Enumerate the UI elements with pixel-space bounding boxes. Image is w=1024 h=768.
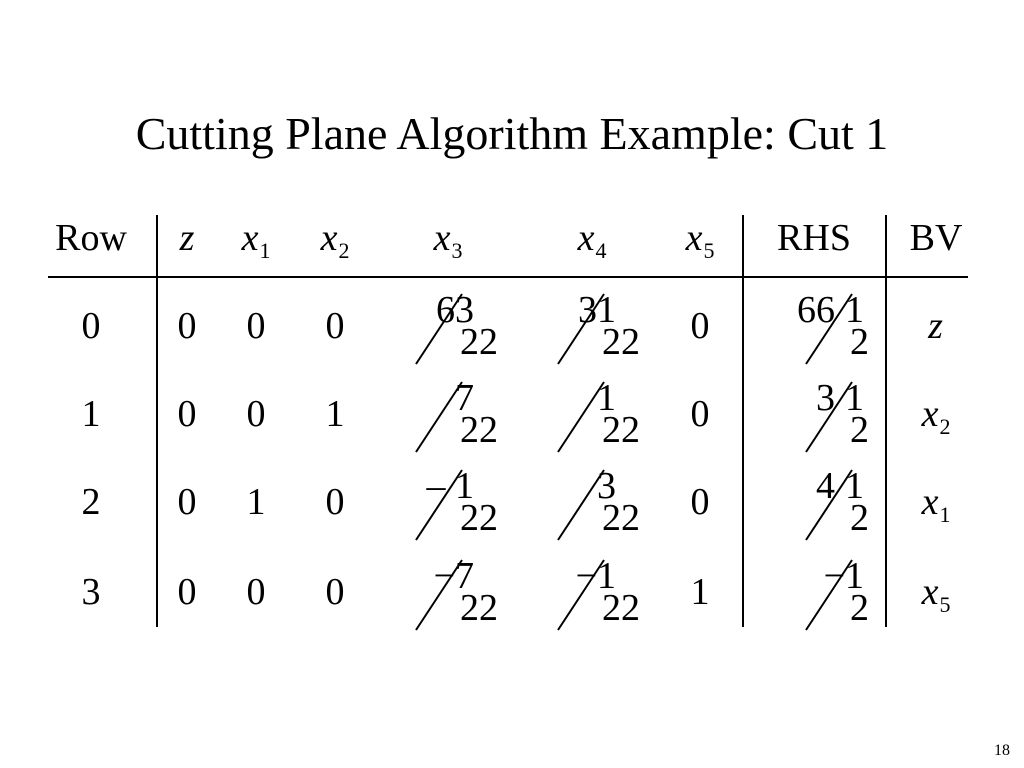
cell-x1: 0: [246, 393, 266, 435]
numerator: 1: [845, 465, 864, 507]
cell-bv: [928, 306, 944, 359]
header-row: Row: [55, 217, 127, 259]
cell-bv: [922, 482, 951, 535]
bv-subscript: 5: [939, 592, 951, 617]
cell-x2: 0: [325, 481, 345, 523]
cell-x1: 1: [246, 481, 266, 523]
cell-x5: 0: [690, 305, 710, 347]
fraction-x3: [410, 555, 530, 629]
numerator: 7: [455, 377, 474, 419]
slide-title: Cutting Plane Algorithm Example: Cut 1: [135, 108, 889, 159]
bv-variable: x: [921, 393, 939, 435]
bv-variable: x: [921, 571, 939, 613]
denominator: 2: [850, 497, 869, 539]
fraction-rhs: [797, 289, 920, 363]
denominator: 22: [460, 497, 498, 539]
numerator: −7: [433, 555, 474, 597]
denominator: 22: [602, 587, 640, 629]
numerator: 1: [845, 289, 864, 331]
numerator: 1: [597, 377, 616, 419]
header-x5: $x_5$: [685, 217, 715, 263]
whole-part: 3: [816, 377, 835, 419]
numerator: 1: [845, 377, 864, 419]
denominator: 22: [460, 321, 498, 363]
cell-x5: 0: [690, 481, 710, 523]
numerator: – 1: [426, 465, 474, 507]
cell-z: 0: [177, 305, 197, 347]
denominator: 2: [850, 321, 869, 363]
fraction-rhs: [800, 555, 920, 629]
header-divider: [48, 276, 968, 278]
denominator: 2: [850, 587, 869, 629]
cell-x5: 0: [690, 393, 710, 435]
denominator: 22: [602, 321, 640, 363]
cell-x1: 0: [246, 305, 266, 347]
denominator: 22: [460, 587, 498, 629]
numerator: −1: [575, 555, 616, 597]
header-rhs: RHS: [777, 217, 851, 259]
header-x2: $x_2$: [320, 217, 350, 263]
fraction-x4: [552, 289, 672, 363]
cell-row: 0: [81, 305, 101, 347]
header-x4: $x_4$: [577, 217, 607, 263]
cell-x2: 0: [325, 571, 345, 613]
fraction-rhs: [800, 377, 920, 451]
cell-z: 0: [177, 571, 197, 613]
numerator: 63: [436, 289, 474, 331]
cell-row: 2: [81, 481, 101, 523]
fraction-x4: [552, 555, 672, 629]
numerator: 3: [597, 465, 616, 507]
whole-part: 66: [797, 289, 835, 331]
denominator: 2: [850, 409, 869, 451]
header-bv: BV: [909, 217, 963, 259]
fraction-rhs: [800, 465, 920, 539]
whole-part: 4: [816, 465, 835, 507]
bv-variable: x: [921, 481, 939, 523]
cell-bv: [922, 394, 951, 447]
cell-x2: 1: [325, 393, 345, 435]
fraction-x3: [410, 377, 530, 451]
cell-z: 0: [177, 481, 197, 523]
denominator: 22: [602, 497, 640, 539]
bv-subscript: 1: [939, 502, 951, 527]
cell-x5: 1: [690, 571, 710, 613]
header-z: z: [179, 217, 195, 259]
bv-variable: z: [928, 305, 943, 347]
fraction-x4: [552, 465, 672, 539]
cell-row: 3: [81, 571, 101, 613]
header-x1: $x_1$: [241, 217, 271, 263]
cell-z: 0: [177, 393, 197, 435]
page-number: 18: [994, 742, 1010, 759]
cell-bv: [922, 572, 951, 625]
fraction-x3: [410, 465, 530, 539]
cell-x1: 0: [246, 571, 266, 613]
fraction-x3: [410, 289, 530, 363]
fraction-x4: [552, 377, 672, 451]
bv-subscript: 2: [939, 414, 951, 439]
cell-x2: 0: [325, 305, 345, 347]
header-x3: $x_3$: [433, 217, 463, 263]
numerator: 31: [578, 289, 616, 331]
cell-row: 1: [81, 393, 101, 435]
numerator: −1: [823, 555, 864, 597]
denominator: 22: [602, 409, 640, 451]
denominator: 22: [460, 409, 498, 451]
